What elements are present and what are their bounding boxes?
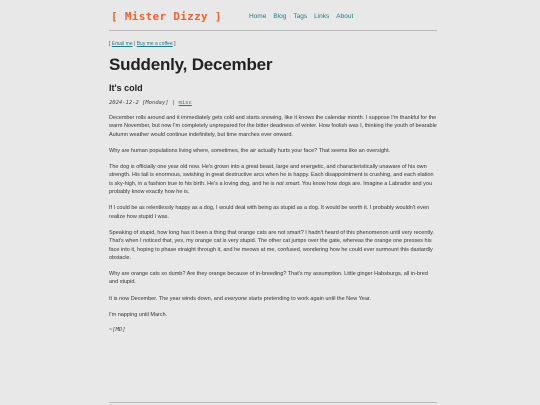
email-link[interactable]: Email me [111,41,133,47]
paragraph-3: The dog is officially one year old now. He's grown into a great beast, large and energetic, and characteristically unaware of his own strength. His tail is enormous, swishing in great destructive arcs when he is happy. Each disappointment is crushing, and each elation is sky-high, in a fashion true to his birth. He's a loving dog, and he is not smart. You know how dogs are. Imagine a Labrador and you probably know exactly how he is. [109,164,434,196]
paragraph-1: December rolls around and it immediately gets cold and starts snowing, like it knows the calendar month. I suppose I'm thankful for the warm November, but now I'm completely unprepared for the bitter deadness of winter. How foolish was I, thinking the youth of bearable Autumn weather would continue indefinitely, but time marches ever onward. [109,115,437,138]
paragraph-8: I'm napping until March. [109,312,168,319]
paragraph-7: It is now December. The year winds down, and everyone starts pretending to work again until the New Year. [109,295,371,302]
signature: ~[MD] [109,327,126,334]
footer-divider [109,402,437,403]
contact-links: [ Email me | Buy me a coffee ] [109,41,176,47]
main-nav [249,13,360,20]
page [109,0,437,333]
post-body [109,114,437,333]
paragraph-5: Speaking of stupid, how long has it been a thing that orange cats are not smart? I hadn't heard of this phenomenon until very recently. That's when I noticed that, yes, my orange cat is very stupid. The other cat jumps over the gate, whereas the orange one presses his face into it, hoping to phase straight through it, and he meows at me, confused, wondering how he could ever surmount this dastardly obstacle. [109,229,435,261]
coffee-link[interactable]: Buy me a coffee [136,41,173,47]
post-date: 2024-12-2 [Monday] [109,100,169,106]
nav-home[interactable]: Home [249,13,267,20]
nav-blog[interactable]: Blog [273,13,287,20]
paragraph-4: If I could be as relentlessly happy as a dog, I would deal with being as stupid as a dog. It would be worth it. I probably wouldn't even realize how stupid I was. [109,205,429,220]
site-title-link[interactable]: [ Mister Dizzy ] [111,10,222,23]
site-header [109,0,437,31]
tag-link-misc[interactable]: misc [178,100,192,106]
nav-about[interactable]: About [336,13,354,20]
post-subtitle: It's cold [109,83,143,93]
nav-links[interactable]: Links [314,13,330,20]
post-title: Suddenly, December [109,55,273,74]
post-meta: 2024-12-2 [Monday] | misc [109,100,192,106]
nav-tags[interactable]: Tags [293,13,308,20]
paragraph-6: Why are orange cats so dumb? Are they orange because of in-breeding? That's my assumption. Little ginger Habsburgs, all in-bred and stupid. [109,271,428,286]
paragraph-2: Why are human populations living where, sometimes, the air actually hurts your face? That seems like an oversight. [109,147,391,154]
